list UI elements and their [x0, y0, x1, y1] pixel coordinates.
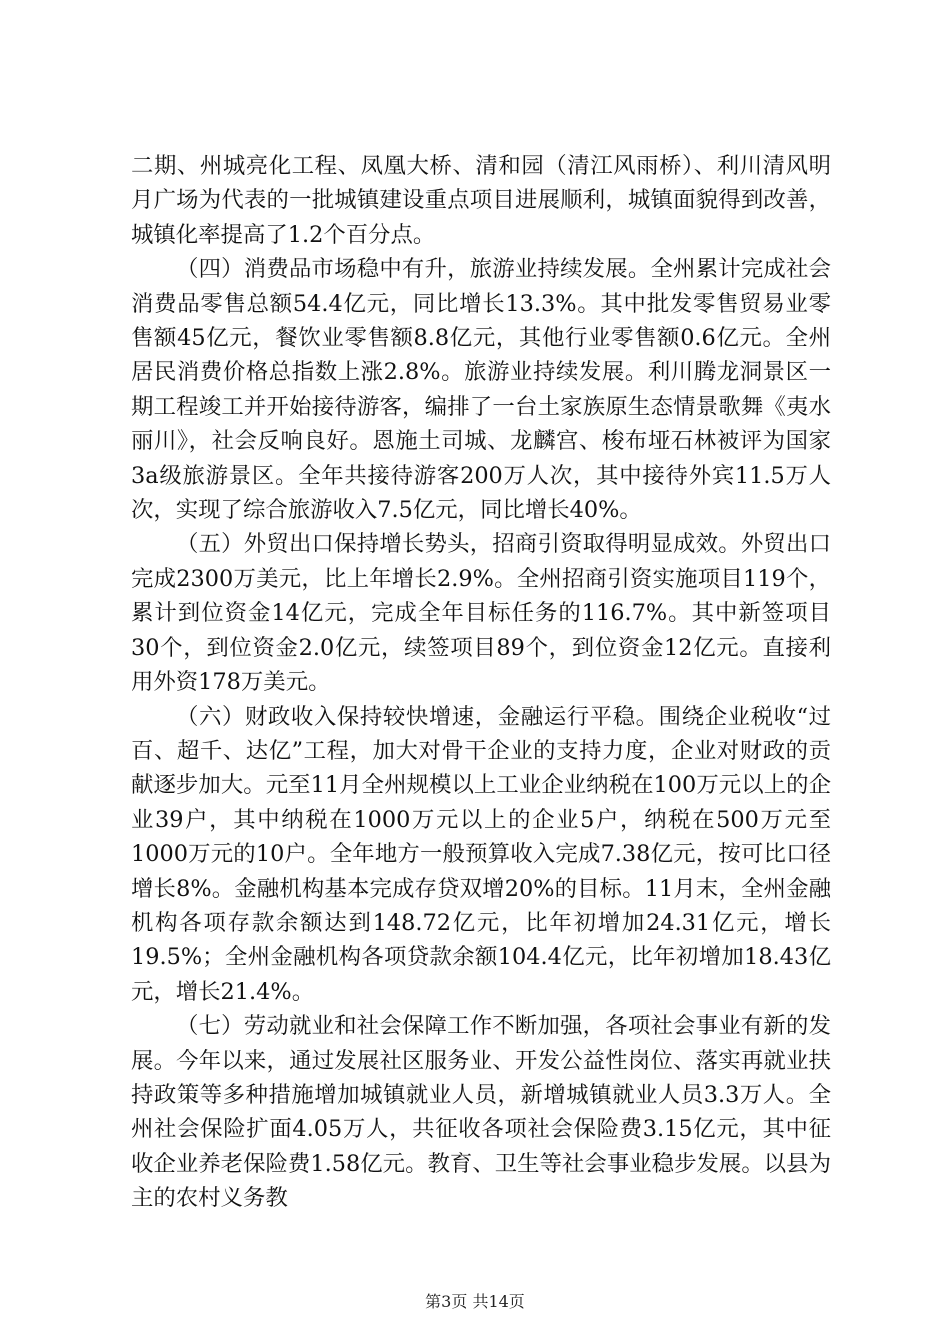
- paragraph-fiscal-revenue: （六）财政收入保持较快增速，金融运行平稳。围绕企业税收“过百、超千、达亿”工程，加大对骨干企业的支持力度，企业对财政的贡献逐步加大。元至11月全州规模以上工业企业纳税在100万元以上的企业39户，其中纳税在1000万元以上的企业5户，纳税在500万元至1000万元的10户。全年地方一般预算收入完成7.38亿元，按可比口径增长8%。金融机构基本完成存贷双增20%的目标。11月末，全州金融机构各项存款余额达到148.72亿元，比年初增加24.31亿元，增长19.5%；全州金融机构各项贷款余额104.4亿元，比年初增加18.43亿元，增长21.4%。: [131, 703, 831, 1005]
- paragraph-foreign-trade: （五）外贸出口保持增长势头，招商引资取得明显成效。外贸出口完成2300万美元，比上年增长2.9%。全州招商引资实施项目119个，累计到位资金14亿元，完成全年目标任务的116.7%。其中新签项目30个，到位资金2.0亿元，续签项目89个，到位资金12亿元。直接利用外资178万美元。: [131, 531, 831, 696]
- paragraph-consumer-market: （四）消费品市场稳中有升，旅游业持续发展。全州累计完成社会消费品零售总额54.4亿元，同比增长13.3%。其中批发零售贸易业零售额45亿元，餐饮业零售额8.8亿元，其他行业零售额0.6亿元。全州居民消费价格总指数上涨2.8%。旅游业持续发展。利川腾龙洞景区一期工程竣工并开始接待游客，编排了一台土家族原生态情景歌舞《夷水丽川》，社会反响良好。恩施土司城、龙麟宫、梭布垭石林被评为国家3a级旅游景区。全年共接待游客200万人次，其中接待外宾11.5万人次，实现了综合旅游收入7.5亿元，同比增长40%。: [131, 256, 831, 524]
- paragraph-continuation: 二期、州城亮化工程、凤凰大桥、清和园（清江风雨桥）、利川清风明月广场为代表的一批城镇建设重点项目进展顺利，城镇面貌得到改善，城镇化率提高了1.2个百分点。: [131, 153, 831, 248]
- body-text: [131, 149, 831, 1216]
- page-footer: 第3页 共14页: [425, 1292, 525, 1311]
- paragraph-employment: （七）劳动就业和社会保障工作不断加强，各项社会事业有新的发展。今年以来，通过发展社区服务业、开发公益性岗位、落实再就业扶持政策等多种措施增加城镇就业人员，新增城镇就业人员3.3万人。全州社会保险扩面4.05万人，共征收各项社会保险费3.15亿元，其中征收企业养老保险费1.58亿元。教育、卫生等社会事业稳步发展。以县为主的农村义务教: [131, 1013, 831, 1212]
